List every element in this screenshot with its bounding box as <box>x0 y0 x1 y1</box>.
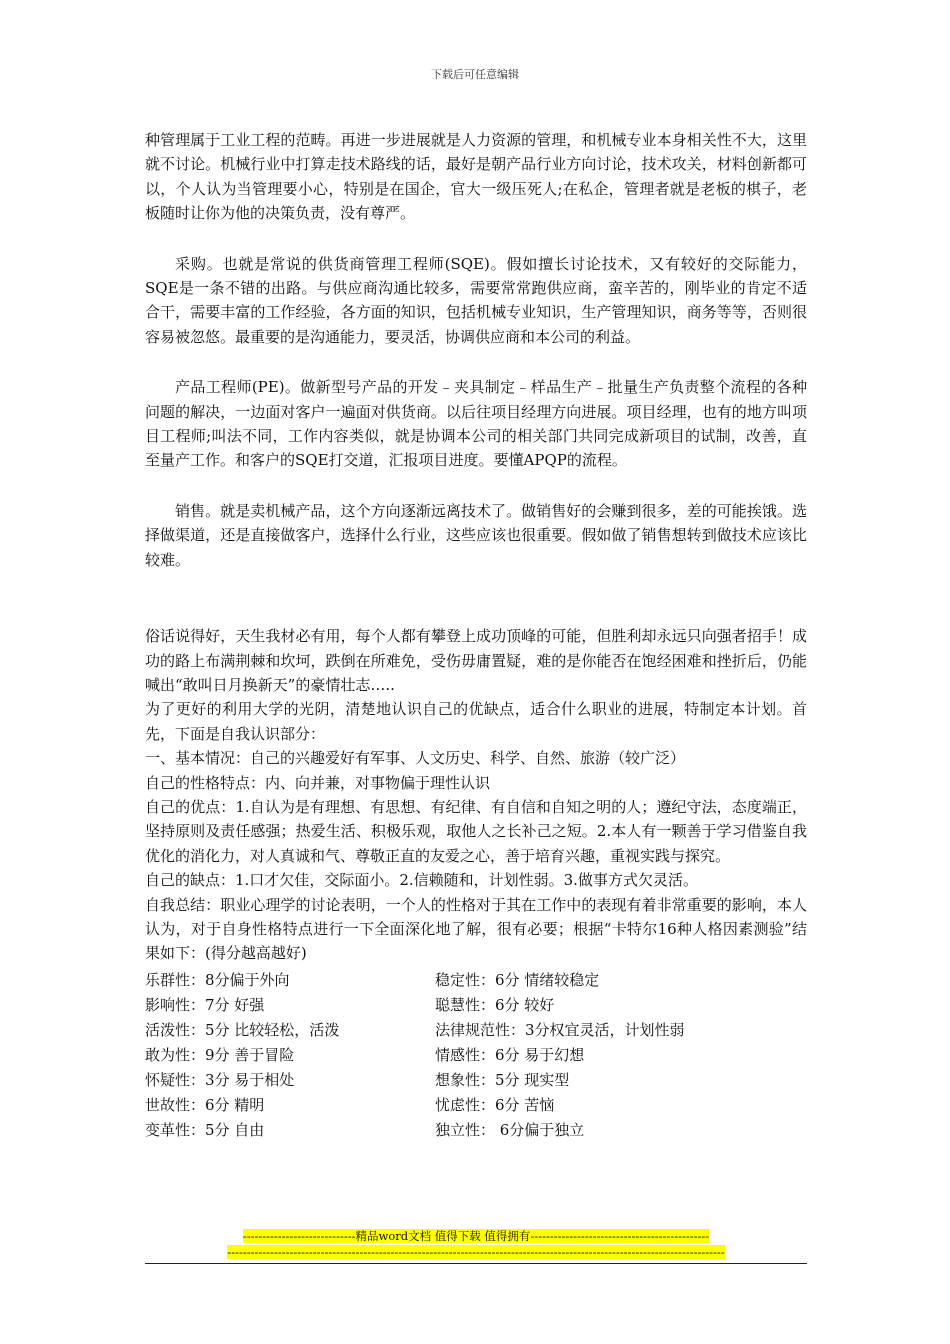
paragraph-plan-purpose: 为了更好的利用大学的光阴，清楚地认识自己的优缺点，适合什么职业的进展，特制定本计划。首先，下面是自我认识部分： <box>145 700 807 743</box>
trait-right: 稳定性：6分 情绪较稳定 <box>435 970 600 989</box>
paragraph-personality: 自己的性格特点：内、向并兼，对事物偏于理性认识 <box>145 773 491 792</box>
document-body <box>145 128 807 1143</box>
paragraph-sales: 销售。就是卖机械产品，这个方向逐渐远离技术了。做销售好的会赚到很多，差的可能挨饿。选择做渠道，还是直接做客户，选择什么行业，这些应该也很重要。假如做了销售想转到做技术应该比较难。 <box>145 501 807 569</box>
footer-divider <box>145 1263 807 1264</box>
trait-right: 情感性：6分 易于幻想 <box>435 1045 585 1064</box>
paragraph-self-summary: 自我总结：职业心理学的讨论表明，一个人的性格对于其在工作中的表现有着非常重要的影响，本人认为，对于自身性格特点进行一下全面深化地了解，很有必要；根据“卡特尔16种人格因素测验”结果如下：(得分越高越好) <box>145 895 807 963</box>
trait-left: 乐群性：8分偏于外向 <box>145 970 290 989</box>
paragraph-product-engineer: 产品工程师(PE)。做新型号产品的开发﹣夹具制定﹣样品生产﹣批量生产负责整个流程的各种问题的解决，一边面对客户一遍面对供货商。以后往项目经理方向进展。项目经理，也有的地方叫项目工程师;叫法不同，工作内容类似，就是协调本公司的相关部门共同完成新项目的试制，改善，直至量产工作。和客户的SQE打交道，汇报项目进度。要懂APQP的流程。 <box>145 378 807 470</box>
trait-left: 敢为性：9分 善于冒险 <box>145 1045 295 1064</box>
paragraph-strengths: 自己的优点：1.自认为是有理想、有思想、有纪律、有自信和自知之明的人；遵纪守法，态度端正，坚持原则及责任感强；热爱生活、积极乐观，取他人之长补己之短。2.本人有一颗善于学习借鉴自我优化的消化力，对人真诚和气、尊敬正直的友爱之心，善于培育兴趣，重视实践与探究。 <box>145 797 807 865</box>
page-footer <box>145 1228 807 1260</box>
footer-dash-line: -------------------------------------------------------------------------------------------------------------------------------- <box>227 1245 725 1259</box>
trait-row <box>145 1043 807 1068</box>
paragraph-basic-info: 一、基本情况：自己的兴趣爱好有军事、人文历史、科学、自然、旅游（较广泛） <box>145 749 686 768</box>
trait-left: 影响性：7分 好强 <box>145 995 265 1014</box>
trait-left: 变革性：5分 自由 <box>145 1120 265 1139</box>
page-header: 下载后可任意编辑 <box>431 68 519 81</box>
paragraph-weaknesses: 自己的缺点：1.口才欠佳，交际面小。2.信赖随和，计划性弱。3.做事方式欠灵活。 <box>145 871 698 890</box>
paragraph-procurement: 采购。也就是常说的供货商管理工程师(SQE)。假如擅长讨论技术，又有较好的交际能力，SQE是一条不错的出路。与供应商沟通比较多，需要常常跑供应商，蛮辛苦的，刚毕业的肯定不适合干，需要丰富的工作经验，各方面的知识，包括机械专业知识，生产管理知识，商务等等，否则很容易被忽悠。最重要的是沟通能力，要灵活，协调供应商和本公司的利益。 <box>145 254 807 346</box>
trait-right: 想象性：5分 现实型 <box>435 1070 570 1089</box>
paragraph-management: 种管理属于工业工程的范畴。再进一步进展就是人力资源的管理，和机械专业本身相关性不大，这里就不讨论。机械行业中打算走技术路线的话，最好是朝产品行业方向讨论，技术攻关，材料创新都可以，个人认为当管理要小心，特别是在国企，官大一级压死人;在私企，管理者就是老板的棋子，老板随时让你为他的决策负责，没有尊严。 <box>145 131 807 223</box>
trait-left: 怀疑性：3分 易于相处 <box>145 1070 295 1089</box>
trait-row <box>145 1093 807 1118</box>
trait-right: 忧虑性：6分 苦恼 <box>435 1095 555 1114</box>
paragraph-intro-saying: 俗话说得好，天生我材必有用，每个人都有攀登上成功顶峰的可能，但胜利却永远只向强者招手！成功的路上布满荆棘和坎坷，跌倒在所难免，受伤毋庸置疑，难的是你能否在饱经困难和挫折后，仍能喊出“敢叫日月换新天”的豪情壮志….. <box>145 627 807 694</box>
trait-row <box>145 968 807 993</box>
footer-banner-line: -----------------------------精品word文档 值得下载 值得拥有---------------------------------------------- <box>242 1229 710 1243</box>
trait-row <box>145 1018 807 1043</box>
trait-score-list <box>145 968 807 1143</box>
trait-row <box>145 1118 807 1143</box>
trait-left: 世故性：6分 精明 <box>145 1095 265 1114</box>
trait-right: 聪慧性：6分 较好 <box>435 995 555 1014</box>
trait-right: 法律规范性：3分权宜灵活，计划性弱 <box>435 1020 685 1039</box>
trait-row <box>145 993 807 1018</box>
trait-row <box>145 1068 807 1093</box>
trait-left: 活泼性：5分 比较轻松，活泼 <box>145 1020 340 1039</box>
trait-right: 独立性： 6分偏于独立 <box>435 1120 585 1139</box>
